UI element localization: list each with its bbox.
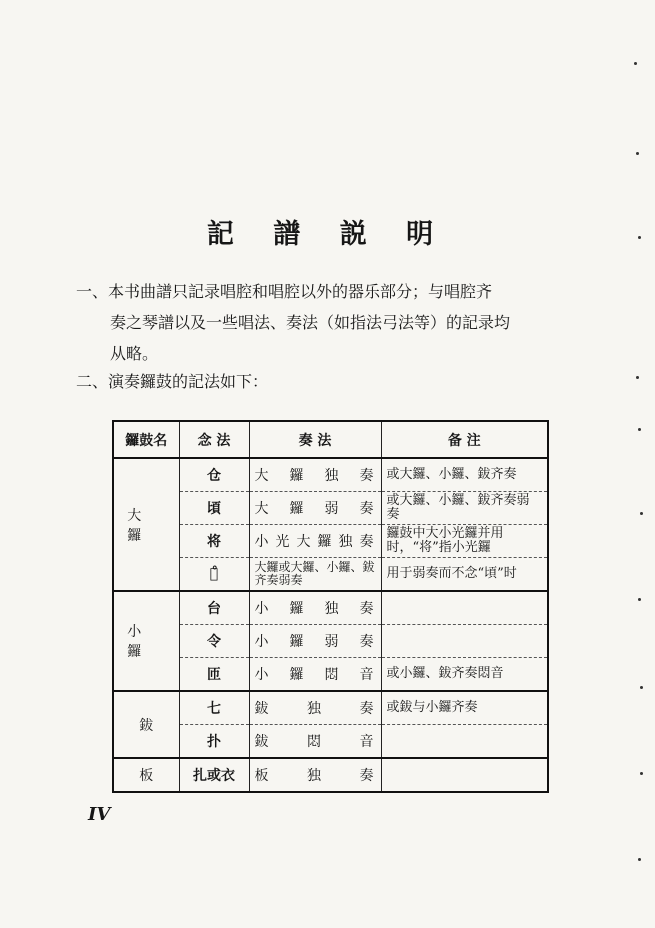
play-cell: 大鑼或大鑼、小鑼、鈸齐奏弱奏	[249, 558, 381, 592]
page-title: 記 譜 説 明	[206, 219, 449, 250]
scan-speck	[638, 858, 641, 861]
scan-speck	[636, 376, 639, 379]
scan-speck	[640, 686, 643, 689]
scan-speck	[640, 772, 643, 775]
para1-line2: 奏之琴譜以及一些唱法、奏法（如指法弓法等）的記录均	[110, 313, 511, 332]
table-row	[113, 691, 548, 725]
table-row	[113, 558, 548, 592]
recite-cell: 台	[179, 591, 249, 625]
play-cell: 小鑼独奏	[249, 591, 381, 625]
instrument-bo: 鈸	[113, 691, 179, 758]
table-row	[113, 625, 548, 658]
note-cell	[381, 725, 548, 759]
play-cell: 鈸独奏	[249, 691, 381, 725]
table-row	[113, 658, 548, 692]
para1-line1: 一、本书曲譜只記录唱腔和唱腔以外的器乐部分；与唱腔齐	[76, 282, 493, 301]
scan-speck	[634, 62, 637, 65]
table-row	[113, 492, 548, 525]
recite-cell: 仓̊	[179, 558, 249, 592]
gong-drum-notation-table	[112, 420, 549, 793]
table-row	[113, 725, 548, 759]
para1-line3: 从略。	[110, 344, 159, 363]
recite-cell: 匝	[179, 658, 249, 692]
note-cell	[381, 591, 548, 625]
play-cell: 小鑼弱奏	[249, 625, 381, 658]
scan-speck	[638, 598, 641, 601]
note-cell	[381, 625, 548, 658]
scan-speck	[636, 152, 639, 155]
table-row	[113, 758, 548, 792]
play-cell: 鈸悶音	[249, 725, 381, 759]
recite-cell: 頃	[179, 492, 249, 525]
note-cell: 或鈸与小鑼齐奏	[381, 691, 548, 725]
page-number: IV	[88, 804, 111, 825]
header-recitation: 念 法	[179, 421, 249, 458]
play-cell: 小鑼悶音	[249, 658, 381, 692]
table-row	[113, 525, 548, 558]
instrument-xiao-luo: 小 鑼	[113, 591, 179, 691]
note-paragraph-2: 二、演奏鑼鼓的記法如下：	[76, 372, 269, 391]
instrument-da-luo: 大 鑼	[113, 458, 179, 591]
instrument-ban: 板	[113, 758, 179, 792]
recite-cell: 扑	[179, 725, 249, 759]
note-cell: 或大鑼、小鑼、鈸齐奏	[381, 458, 548, 492]
table-header-row	[113, 421, 548, 458]
table-row	[113, 591, 548, 625]
recite-cell: 扎或衣	[179, 758, 249, 792]
play-cell: 大鑼独奏	[249, 458, 381, 492]
recite-cell: 仓	[179, 458, 249, 492]
scan-speck	[638, 236, 641, 239]
recite-cell: 令	[179, 625, 249, 658]
note-cell: 或大鑼、小鑼、鈸齐奏弱奏	[381, 492, 548, 525]
play-cell: 小光大鑼独奏	[249, 525, 381, 558]
header-playing: 奏 法	[249, 421, 381, 458]
header-instrument: 鑼鼓名	[113, 421, 179, 458]
note-cell: 用于弱奏而不念“頃”时	[381, 558, 548, 592]
note-cell	[381, 758, 548, 792]
header-remarks: 备 注	[381, 421, 548, 458]
table-row	[113, 458, 548, 492]
note-paragraph-1	[76, 276, 586, 369]
play-cell: 大鑼弱奏	[249, 492, 381, 525]
recite-cell: 七	[179, 691, 249, 725]
note-cell: 鑼鼓中大小光鑼并用时，“将”指小光鑼	[381, 525, 548, 558]
recite-cell: 将	[179, 525, 249, 558]
note-cell: 或小鑼、鈸齐奏悶音	[381, 658, 548, 692]
play-cell: 板独奏	[249, 758, 381, 792]
scan-speck	[638, 428, 641, 431]
scan-speck	[640, 512, 643, 515]
